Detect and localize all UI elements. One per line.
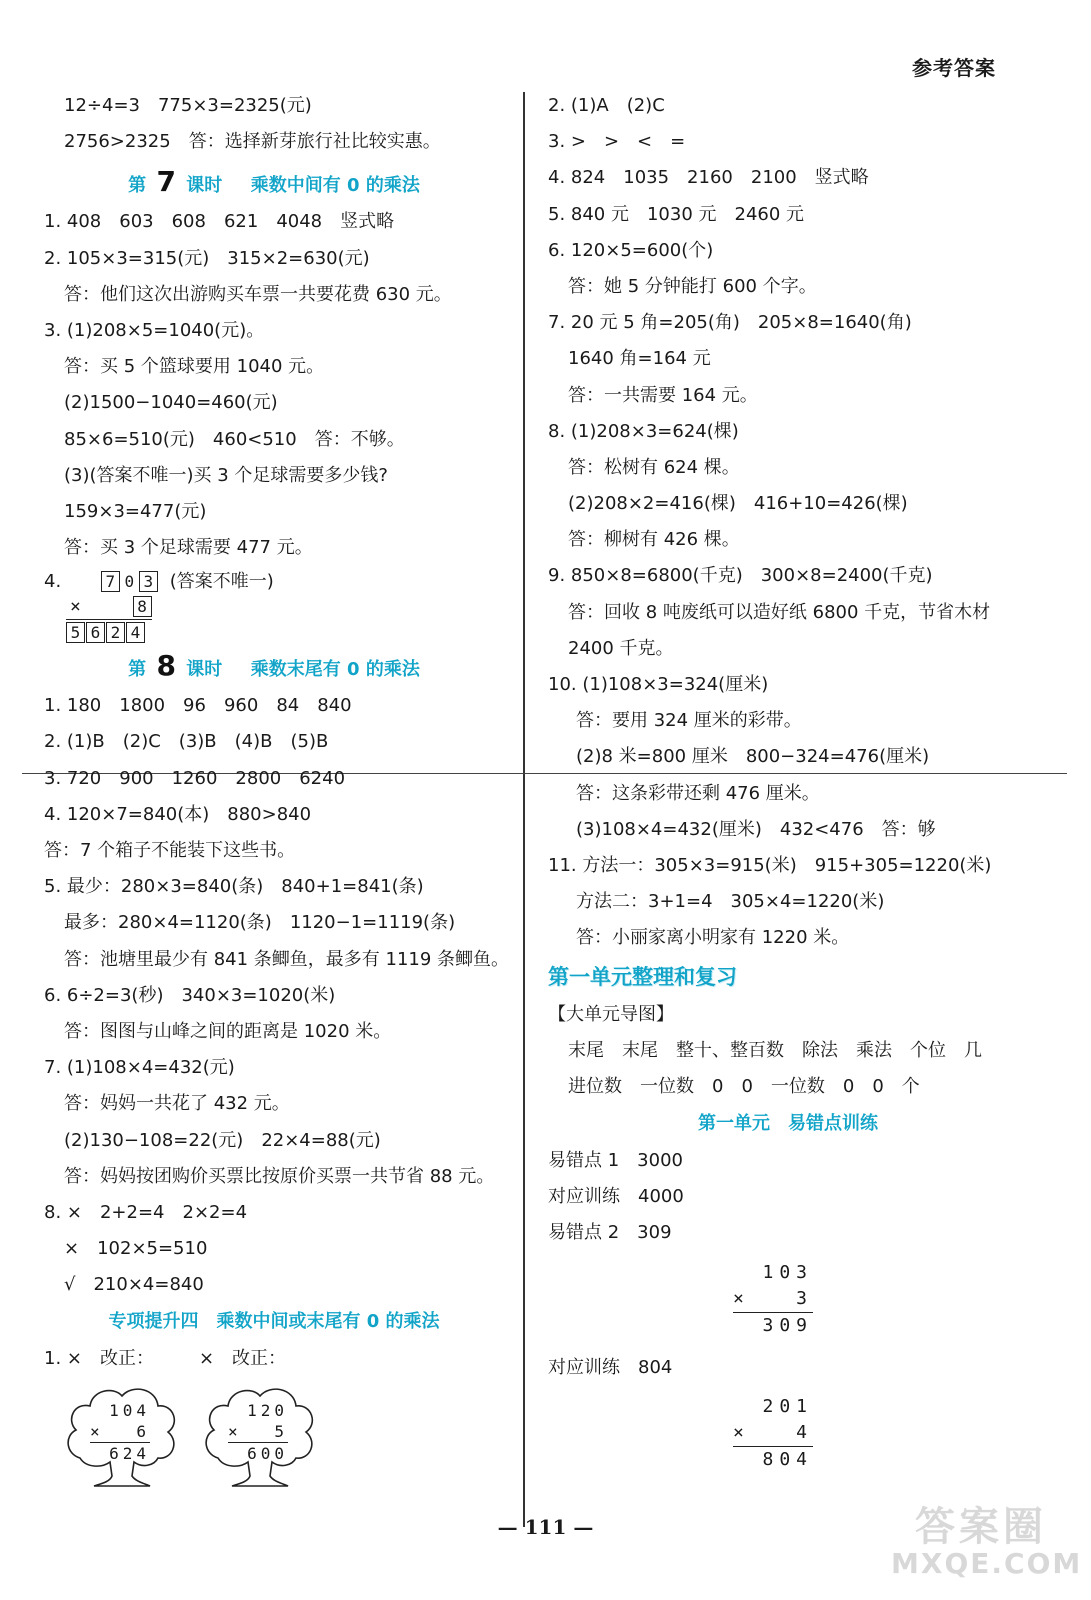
multiplier: 3 <box>796 1287 813 1309</box>
vertical-calculation <box>90 1400 150 1464</box>
answer-line: 2756>2325 答：选择新芽旅行社比较实惠。 <box>64 131 441 153</box>
answer-line: 答：这条彩带还剩 476 厘米。 <box>576 782 820 804</box>
answer-line: 12÷4=3 775×3=2325(元) <box>64 95 312 116</box>
section-title: 乘数中间有 0 的乘法 <box>250 175 420 197</box>
section-suffix: 课时 <box>186 659 223 681</box>
answer-line: 对应训练 4000 <box>548 1186 684 1208</box>
special-section-heading: 专项提升四 乘数中间或末尾有 0 的乘法 <box>108 1311 440 1333</box>
answer-line: (3)108×4=432(厘米) 432<476 答：够 <box>576 818 936 840</box>
answer-line: (2)1500−1040=460(元) <box>64 392 278 414</box>
times-sign: × <box>70 596 81 618</box>
error-training-heading: 第一单元 易错点训练 <box>698 1113 878 1135</box>
answer-line: (3)(答案不唯一)买 3 个足球需要多少钱? <box>64 464 388 486</box>
answer-line: 6. 6÷2=3(秒) 340×3=1020(米) <box>44 984 336 1006</box>
answer-line: 6. 120×5=600(个) <box>548 239 714 261</box>
answer-line: 5. 最少：280×3=840(条) 840+1=841(条) <box>44 876 424 898</box>
product: 600 <box>228 1442 288 1464</box>
answer-line: 1640 角=164 元 <box>568 348 711 370</box>
digit-box: 7 <box>101 571 120 592</box>
answer-line: 1. × 改正： × 改正： <box>44 1348 287 1370</box>
multiplier: 4 <box>796 1421 813 1443</box>
page-header-title: 参考答案 <box>912 56 996 80</box>
question-number: 4. <box>44 571 62 593</box>
answer-line: √ 210×4=840 <box>64 1274 204 1296</box>
boxed-multiplication <box>44 566 504 644</box>
watermark-url: MXQE.COM <box>891 1547 1083 1580</box>
answer-line: 1. 408 603 608 621 4048 竖式略 <box>44 211 395 233</box>
product: 309 <box>733 1312 813 1339</box>
answer-line: 7. (1)108×4=432(元) <box>44 1057 235 1079</box>
multiplicand: 104 <box>109 1401 150 1420</box>
answer-line: 答：回收 8 吨废纸可以造好纸 6800 千克，节省木材 <box>568 601 991 623</box>
times-sign: × <box>733 1287 750 1309</box>
left-column <box>44 88 510 1378</box>
answer-line: × 102×5=510 <box>64 1238 208 1260</box>
answer-line: 7. 20 元 5 角=205(角) 205×8=1640(角) <box>548 312 912 334</box>
answer-line: 159×3=477(元) <box>64 500 207 522</box>
watermark-logo <box>891 1504 1083 1584</box>
answer-line: 末尾 末尾 整十、整百数 除法 乘法 个位 几 <box>568 1039 982 1061</box>
answer-line: 答：要用 324 厘米的彩带。 <box>576 710 802 732</box>
answer-line: 答：柳树有 426 棵。 <box>568 529 740 551</box>
answer-line: 答：买 5 个篮球要用 1040 元。 <box>64 356 325 378</box>
section-suffix: 课时 <box>186 175 223 197</box>
concept-map-label: 【大单元导图】 <box>548 1003 674 1025</box>
answer-line: (2)130−108=22(元) 22×4=88(元) <box>64 1129 381 1151</box>
section-title: 乘数末尾有 0 的乘法 <box>250 659 420 681</box>
digit-box: 8 <box>133 596 152 617</box>
product: 624 <box>90 1442 150 1464</box>
tree-correction-2 <box>200 1380 310 1490</box>
multiplier: 6 <box>136 1422 150 1441</box>
answer-line: 10. (1)108×3=324(厘米) <box>548 674 769 695</box>
section-heading-lesson-8 <box>44 644 504 688</box>
digit-box: 3 <box>139 571 158 592</box>
section-heading-lesson-7 <box>44 160 504 204</box>
watermark-text: 答案圈 <box>915 1504 1047 1550</box>
vertical-calculation <box>733 1252 813 1350</box>
answer-line: 1. 180 1800 96 960 84 840 <box>44 695 352 717</box>
answer-line: 3. > > < = <box>548 131 686 153</box>
answer-line: 4. 120×7=840(本) 880>840 <box>44 803 312 825</box>
answer-note: (答案不唯一) <box>169 571 274 593</box>
answer-line: 8. × 2+2=4 2×2=4 <box>44 1201 248 1223</box>
answer-line: (2)8 米=800 厘米 800−324=476(厘米) <box>576 746 930 768</box>
answer-line: 答：一共需要 164 元。 <box>568 384 758 406</box>
answer-line: 易错点 1 3000 <box>548 1150 683 1172</box>
answer-line: 2. (1)A (2)C <box>548 95 665 116</box>
answer-line: 答：她 5 分钟能打 600 个字。 <box>568 275 817 297</box>
multiplicand: 201 <box>762 1395 813 1417</box>
multiplicand: 120 <box>247 1401 288 1420</box>
digit-box: 0 <box>124 572 135 592</box>
answer-line: 2. (1)B (2)C (3)B (4)B (5)B <box>44 731 329 753</box>
answer-line: 答：7 个箱子不能装下这些书。 <box>44 840 296 861</box>
answer-line: (2)208×2=416(棵) 416+10=426(棵) <box>568 493 908 515</box>
digit-box: 5 <box>66 622 85 643</box>
right-column <box>548 88 1028 1484</box>
tree-correction-1 <box>62 1380 172 1490</box>
section-prefix: 第 <box>128 659 147 681</box>
answer-line: 11. 方法一：305×3=915(米) 915+305=1220(米) <box>548 854 992 876</box>
answer-line: 2. 105×3=315(元) 315×2=630(元) <box>44 247 370 269</box>
multiplier: 5 <box>274 1422 288 1441</box>
column-divider <box>523 92 525 1527</box>
answer-line: 4. 824 1035 2160 2100 竖式略 <box>548 167 869 189</box>
answer-line: 方法二：3+1=4 305×4=1220(米) <box>576 891 885 913</box>
vertical-calculation <box>733 1386 813 1484</box>
answer-line: 答：松树有 624 棵。 <box>568 456 740 478</box>
answer-line: 进位数 一位数 0 0 一位数 0 0 个 <box>568 1075 920 1097</box>
answer-line: 8. (1)208×3=624(棵) <box>548 420 739 442</box>
times-sign: × <box>733 1421 750 1443</box>
answer-line: 9. 850×8=6800(千克) 300×8=2400(千克) <box>548 565 933 587</box>
lesson-number: 8 <box>156 649 176 683</box>
digit-box: 6 <box>86 622 105 643</box>
answer-line: 答：他们这次出游购买车票一共要花费 630 元。 <box>64 283 452 305</box>
answer-line: 答：妈妈一共花了 432 元。 <box>64 1093 290 1115</box>
answer-line: 答：池塘里最少有 841 条鲫鱼，最多有 1119 条鲫鱼。 <box>64 948 510 970</box>
answer-line: 答：妈妈按团购价买票比按原价买票一共节省 88 元。 <box>64 1165 495 1187</box>
digit-box: 2 <box>106 622 125 643</box>
multiplicand: 103 <box>762 1261 813 1283</box>
page-number: — 111 — <box>497 1515 594 1539</box>
vertical-calculation <box>228 1400 288 1464</box>
lesson-number: 7 <box>156 165 176 199</box>
unit-review-title: 第一单元整理和复习 <box>548 964 737 989</box>
answer-line: 2400 千克。 <box>568 637 674 659</box>
answer-line: 答：买 3 个足球需要 477 元。 <box>64 537 313 559</box>
times-sign: × <box>90 1422 104 1441</box>
section-prefix: 第 <box>128 175 147 197</box>
answer-line: 最多：280×4=1120(条) 1120−1=1119(条) <box>64 912 456 934</box>
digit-box: 4 <box>126 622 145 643</box>
answer-line: 答：小丽家离小明家有 1220 米。 <box>576 927 850 949</box>
product: 804 <box>733 1446 813 1473</box>
times-sign: × <box>228 1422 242 1441</box>
answer-line: 3. (1)208×5=1040(元)。 <box>44 319 265 341</box>
answer-line: 3. 720 900 1260 2800 6240 <box>44 767 346 789</box>
answer-line: 85×6=510(元) 460<510 答：不够。 <box>64 428 405 450</box>
answer-line: 易错点 2 309 <box>548 1222 672 1244</box>
answer-line: 5. 840 元 1030 元 2460 元 <box>548 203 805 225</box>
answer-line: 答：图图与山峰之间的距离是 1020 米。 <box>64 1020 392 1042</box>
answer-line: 对应训练 804 <box>548 1356 673 1378</box>
